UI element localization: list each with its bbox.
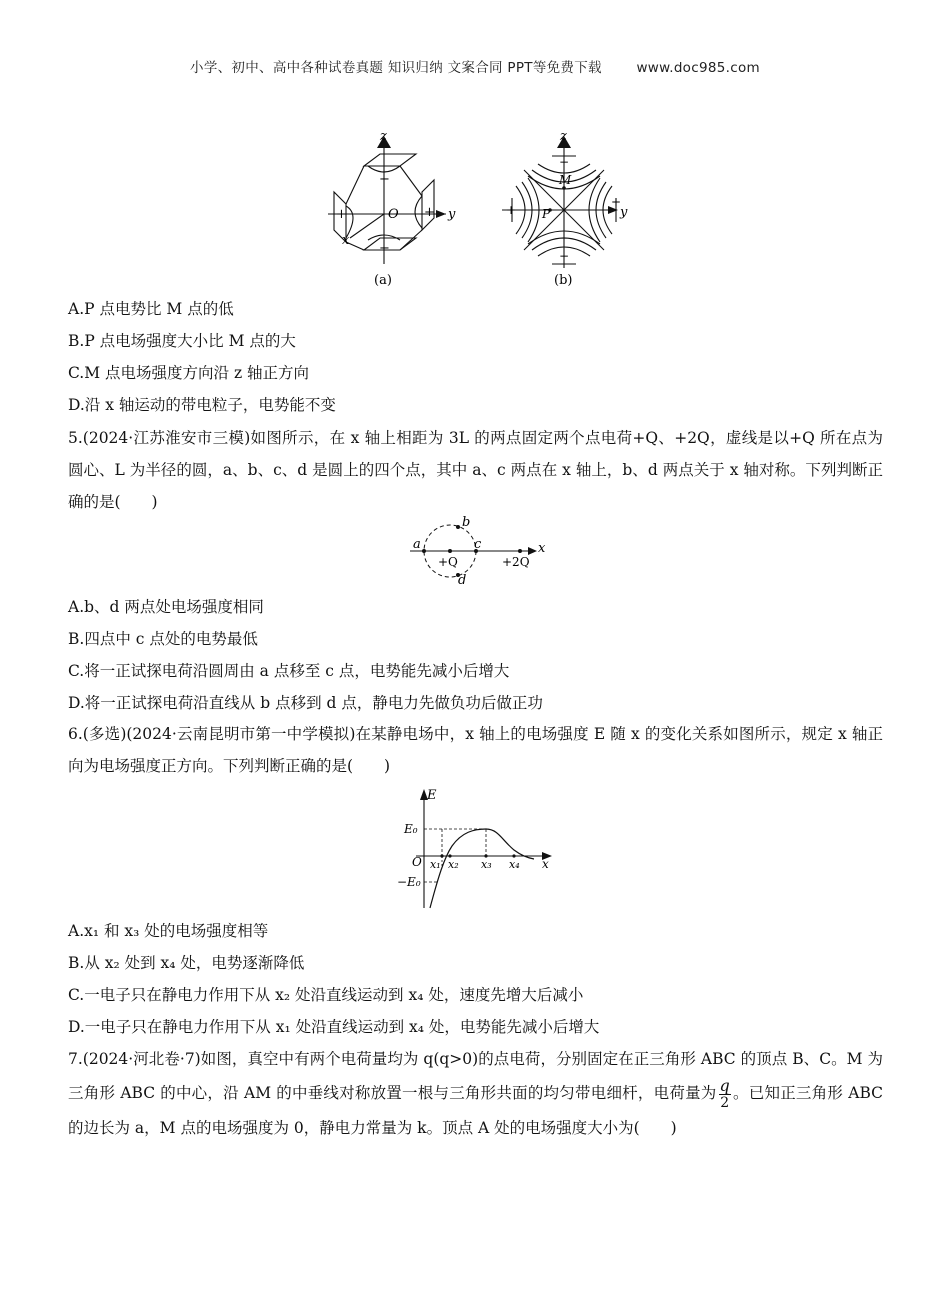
header-text: 小学、初中、高中各种试卷真题 知识归纳 文案合同 PPT等免费下载 (190, 60, 602, 76)
q4-option-b: B.P 点电场强度大小比 M 点的大 (68, 332, 296, 350)
fig-a-top-minus: − (379, 172, 390, 187)
q5-fig-label-b: b (462, 515, 471, 530)
q6-option-b: B.从 x₂ 处到 x₄ 处，电势逐渐降低 (68, 954, 305, 972)
figure-a-b (316, 126, 636, 291)
q5-fig-axis-x: x (538, 541, 546, 556)
q7-stem-part2: 。已知正三角形 ABC 的边长为 a，M 点的电场强度为 0，静电力常量为 k。顶点 A 处的电场强度大小为( ) (68, 1084, 883, 1137)
fig-b-y-label: y (620, 205, 628, 220)
fig-b-bottom-minus: − (559, 249, 570, 263)
fig-a-bottom-minus: − (379, 241, 390, 256)
q6-fig-origin: O (412, 855, 422, 869)
fig-b-caption: (b) (554, 273, 573, 288)
q6-fig-axis-e: E (427, 788, 437, 803)
fig-b-top-minus: − (559, 155, 570, 169)
figure-q6 (394, 786, 560, 912)
fig-a-y-label: y (448, 207, 456, 222)
q7-fraction (719, 1075, 731, 1111)
fig-a-left-plus: + (336, 207, 347, 222)
fig-b-point-m: M (559, 173, 572, 187)
q7-stem (68, 1042, 883, 1145)
q5-fig-charge-q: +Q (438, 555, 458, 569)
q6-option-d: D.一电子只在静电力作用下从 x₁ 处沿直线运动到 x₄ 处，电势能先减小后增大 (68, 1018, 600, 1036)
q5-option-b: B.四点中 c 点处的电势最低 (68, 630, 258, 648)
q7-fraction-numerator: q (719, 1075, 730, 1095)
q6-option-c: C.一电子只在静电力作用下从 x₂ 处沿直线运动到 x₄ 处，速度先增大后减小 (68, 986, 584, 1004)
q6-stem: 6.(多选)(2024·云南昆明市第一中学模拟)在某静电场中，x 轴上的电场强度 E 随 x 的变化关系如图所示，规定 x 轴正向为电场强度正方向。下列判断正确的是( ) (68, 725, 883, 775)
q4-option-c: C.M 点电场强度方向沿 z 轴正方向 (68, 364, 310, 382)
fig-a-origin-label: O (388, 207, 399, 222)
figure-q5 (400, 514, 550, 586)
q4-option-d: D.沿 x 轴运动的带电粒子，电势能不变 (68, 396, 336, 414)
fig-a-caption: (a) (374, 273, 392, 288)
q5-option-c: C.将一正试探电荷沿圆周由 a 点移至 c 点，电势能先减小后增大 (68, 662, 510, 680)
q6-fig-axis-x: x (542, 857, 549, 871)
q6-fig-x2: x₂ (448, 858, 459, 871)
q6-fig-x4: x₄ (509, 858, 520, 871)
fig-a-z-label: z (380, 129, 387, 144)
fig-b-point-p: P (542, 207, 551, 221)
q6-fig-e0: E₀ (404, 822, 418, 836)
page-header (0, 56, 950, 76)
fig-a-x-label: x (342, 233, 350, 248)
fig-b-right-plus: + (611, 195, 622, 209)
q7-stem-part1: 7.(2024·河北卷·7)如图，真空中有两个电荷量均为 q(q>0)的点电荷，分别固定在正三角形 ABC 的顶点 B、C。M 为三角形 ABC 的中心，沿 AM 的中垂线对称放置一根与三角形共面的均匀带电细杆，电荷量为 (68, 1050, 883, 1102)
fig-b-z-label: z (560, 129, 567, 144)
fig-b-left-plus: + (506, 203, 517, 217)
q7-fraction-denominator: 2 (720, 1094, 730, 1111)
q6-fig-neg-e0: −E₀ (397, 875, 421, 889)
q5-option-d: D.将一正试探电荷沿直线从 b 点移到 d 点，静电力先做负功后做正功 (68, 694, 543, 712)
q5-fig-label-d: d (458, 573, 467, 586)
q5-fig-label-a: a (413, 537, 421, 552)
q5-option-a: A.b、d 两点处电场强度相同 (68, 598, 264, 616)
q6-fig-x1: x₁ (430, 858, 441, 871)
fig-a-right-plus: + (424, 205, 435, 220)
header-site: www.doc985.com (636, 60, 760, 76)
q5-fig-charge-2q: +2Q (502, 555, 530, 569)
q5-stem: 5.(2024·江苏淮安市三模)如图所示，在 x 轴上相距为 3L 的两点固定两个点电荷+Q、+2Q，虚线是以+Q 所在点为圆心、L 为半径的圆，a、b、c、d 是圆上的四个点，其中 a、c 两点在 x 轴上，b、d 两点关于 x 轴对称。下列判断正确的是( ) (68, 429, 883, 511)
q5-fig-label-c: c (474, 537, 482, 552)
q6-option-a: A.x₁ 和 x₃ 处的电场强度相等 (68, 922, 269, 940)
q4-option-a: A.P 点电势比 M 点的低 (68, 300, 234, 318)
q6-fig-x3: x₃ (481, 858, 492, 871)
